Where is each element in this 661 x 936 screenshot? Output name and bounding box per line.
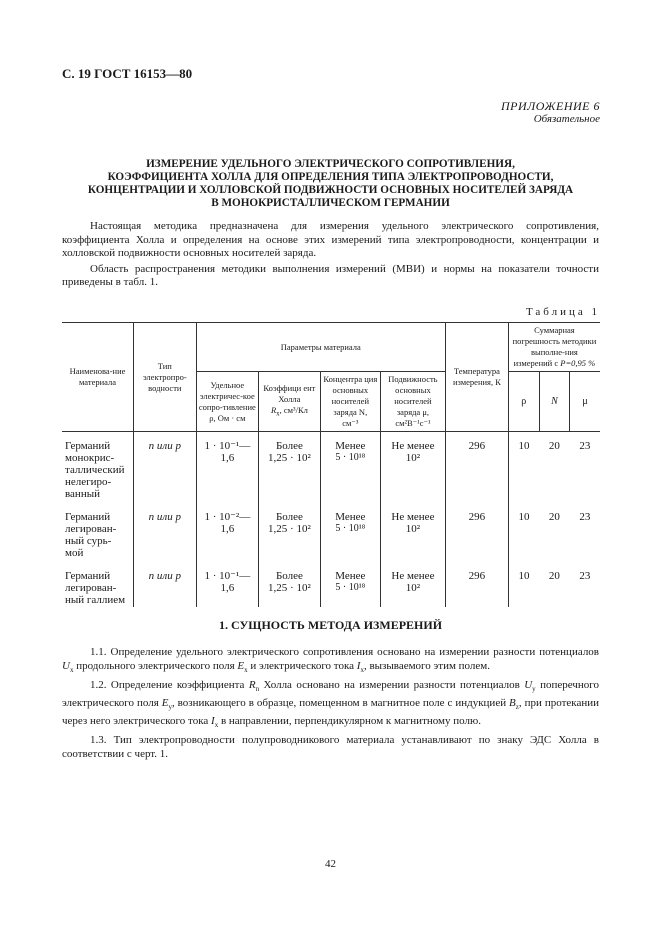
symbol-u: U: [524, 679, 533, 692]
cell-hall: [259, 501, 321, 560]
text-span: , возникающего в образце, помещенном в магнитное поле с индукцией: [171, 696, 510, 709]
table-row: [62, 560, 600, 607]
header-error-mu: μ: [570, 372, 600, 432]
cell-type: n или p: [134, 560, 197, 607]
symbol-i: I: [211, 714, 215, 727]
header-mobility: [380, 372, 445, 432]
name-line: Германий: [65, 570, 111, 582]
page-header: С. 19 ГОСТ 16153—80: [62, 66, 193, 81]
header-error-n: N: [539, 372, 570, 432]
symbol-sub: y: [168, 703, 172, 712]
header-mobility-text: Подвижность основных носителей заряда μ,: [388, 374, 438, 417]
name-line: нелегиро-: [65, 476, 112, 488]
hall-line: 1,25 · 10²: [268, 452, 311, 464]
conc-line: Менее: [335, 570, 366, 582]
hall-line: Более: [275, 440, 303, 452]
cell-error-mu: 23: [579, 511, 591, 523]
name-line: легирован-: [65, 523, 117, 535]
cell-error-rho: 10: [508, 432, 539, 502]
cell-resistivity: 1 · 10⁻²—1,6: [196, 501, 258, 560]
mob-line: 10²: [405, 452, 421, 464]
text-span: 1.1. Определение удельного электрического сопротивления основано на измерении разности потенциалов: [90, 646, 599, 658]
title-line-1: ИЗМЕРЕНИЕ УДЕЛЬНОГО ЭЛЕКТРИЧЕСКОГО СОПРОТИВЛЕНИЯ,: [146, 158, 515, 170]
table-caption: Таблица 1: [525, 306, 600, 318]
appendix-number: ПРИЛОЖЕНИЕ 6: [501, 99, 600, 113]
cell-type: n или p: [134, 432, 197, 502]
text-span: , при протекании через него электрического тока: [62, 696, 599, 727]
cell-concentration: [320, 432, 380, 502]
header-mobility-unit: см²В⁻¹с⁻¹: [395, 418, 431, 428]
cell-error-n: 20: [548, 440, 560, 452]
section-1-title: 1. СУЩНОСТЬ МЕТОДА ИЗМЕРЕНИЙ: [218, 618, 443, 632]
mob-line: 10²: [405, 523, 421, 535]
page-number: 42: [325, 858, 336, 870]
hall-unit-text: , см³/Кл: [279, 405, 308, 416]
hall-line: Более: [275, 570, 303, 582]
paragraph-1-2: [62, 679, 599, 732]
header-concentration-text: Концентра ция основных носителей заряда N,: [323, 374, 378, 417]
cell-error-rho: 10: [508, 560, 539, 607]
mob-line: 10²: [405, 582, 421, 594]
paragraph-1-3: 1.3. Тип электропроводности полупроводникового материала устанавливают по знаку ЭДС Холла в соответствии с черт. 1.: [62, 734, 599, 760]
symbol-sub: n: [255, 685, 260, 694]
name-line: мой: [65, 547, 84, 559]
hall-symbol: R: [270, 405, 277, 416]
table-row: [62, 432, 600, 502]
text-span: 1.2. Определение коэффициента: [90, 679, 249, 692]
intro-paragraph-1: Настоящая методика предназначена для измерения удельного электрического сопротивления, коэффициента Холла и определения на основе этих измерений типа электропроводности, концентрации и холловской подвижности основных носителей заряда.: [62, 220, 599, 259]
cell-concentration: [320, 501, 380, 560]
header-hall-text: Коэффици ент Холла: [263, 383, 316, 405]
symbol-sub: z: [515, 703, 519, 712]
symbol-i: I: [356, 659, 361, 672]
header-material-name: Наименова-ние материала: [62, 323, 134, 432]
header-resistivity-unit: ρ, Ом · см: [209, 412, 246, 423]
conc-line: 5 · 10¹⁸: [335, 452, 366, 463]
name-line: ванный: [65, 488, 100, 500]
symbol-b: B: [509, 696, 516, 709]
name-line: монокрис-: [65, 452, 115, 464]
conc-line: Менее: [335, 511, 366, 523]
cell-temperature: 296: [445, 501, 508, 560]
cell-error-mu: 23: [579, 570, 591, 582]
symbol-r: R: [248, 679, 256, 692]
name-line: легирован-: [65, 582, 117, 594]
header-temperature: Температура измерения, К: [445, 323, 508, 432]
symbol-e: E: [161, 696, 169, 709]
cell-error-n: 20: [548, 511, 560, 523]
text-span: поперечного электрического поля: [62, 679, 599, 709]
name-line: Германий: [65, 440, 111, 452]
text-span: в направлении, перпендикулярном к магнитному полю.: [218, 714, 481, 727]
intro-paragraph-2: Область распространения методики выполнения измерений (МВИ) и нормы на показатели точности приведены в табл. 1.: [62, 262, 599, 288]
cell-concentration: [320, 560, 380, 607]
symbol-e: E: [237, 659, 245, 672]
text-span: , вызываемого этим полем.: [363, 659, 490, 672]
cell-hall: [259, 432, 321, 502]
cell-hall: [259, 560, 321, 607]
cell-mobility: [380, 560, 445, 607]
header-conductivity-type: Тип электропро-водности: [134, 323, 197, 432]
appendix-status: Обязательное: [533, 113, 600, 125]
cell-material-name: [62, 501, 134, 560]
symbol-u: U: [62, 659, 70, 672]
mob-line: Не менее: [391, 570, 435, 582]
header-concentration: [320, 372, 380, 432]
header-hall-unit: [261, 405, 318, 420]
cell-type: n или p: [134, 501, 197, 560]
header-material-params: Параметры материала: [196, 323, 445, 372]
cell-error-mu: 23: [579, 440, 591, 452]
header-total-error: [508, 323, 600, 372]
header-total-error-p: P=0,95 %: [560, 358, 596, 368]
parameters-table: [62, 322, 600, 607]
hall-line: 1,25 · 10²: [268, 523, 311, 535]
name-line: ный галлием: [65, 594, 126, 606]
title-line-2: КОЭФФИЦИЕНТА ХОЛЛА ДЛЯ ОПРЕДЕЛЕНИЯ ТИПА ЭЛЕКТРОПРОВОДНОСТИ,: [107, 171, 554, 183]
hall-symbol-sub: х: [276, 409, 280, 418]
cell-resistivity: 1 · 10⁻¹—1,6: [196, 560, 258, 607]
symbol-sub: y: [532, 685, 536, 694]
intro-text: [62, 220, 599, 292]
table-row: [62, 501, 600, 560]
title-line-4: В МОНОКРИСТАЛЛИЧЕСКОМ ГЕРМАНИИ: [211, 197, 450, 209]
symbol-sub: x: [360, 665, 364, 674]
header-error-rho: ρ: [508, 372, 539, 432]
cell-error-rho: 10: [508, 501, 539, 560]
document-title: [62, 158, 599, 210]
text-span: Холла основано на измерении разности потенциалов: [259, 679, 525, 692]
mob-line: Не менее: [391, 440, 435, 452]
conc-line: 5 · 10¹⁸: [335, 582, 366, 593]
cell-temperature: 296: [445, 560, 508, 607]
paragraph-1-1: [62, 646, 599, 677]
mob-line: Не менее: [391, 511, 435, 523]
title-line-3: КОНЦЕНТРАЦИИ И ХОЛЛОВСКОЙ ПОДВИЖНОСТИ ОСНОВНЫХ НОСИТЕЛЕЙ ЗАРЯДА: [87, 184, 574, 196]
name-line: ный сурь-: [65, 535, 112, 547]
conc-line: 5 · 10¹⁸: [335, 523, 366, 534]
header-resistivity: [196, 372, 258, 432]
header-resistivity-text: Удельное электричес-кое сопро-тивление: [198, 379, 256, 412]
name-line: Германий: [65, 511, 111, 523]
cell-mobility: [380, 432, 445, 502]
header-concentration-unit: см⁻³: [342, 418, 359, 428]
symbol-sub: x: [244, 665, 248, 674]
cell-material-name: [62, 560, 134, 607]
cell-mobility: [380, 501, 445, 560]
text-span: продольного электрического поля: [73, 659, 238, 672]
cell-resistivity: 1 · 10⁻¹—1,6: [196, 432, 258, 502]
conc-line: Менее: [335, 440, 366, 452]
hall-line: Более: [275, 511, 303, 523]
name-line: таллический: [65, 464, 125, 476]
symbol-sub: x: [214, 720, 219, 729]
header-hall-coefficient: [259, 372, 321, 432]
text-span: и электрического тока: [247, 659, 357, 672]
cell-material-name: [62, 432, 134, 502]
cell-error-n: 20: [548, 570, 560, 582]
appendix-label: [501, 100, 600, 126]
hall-line: 1,25 · 10²: [268, 582, 311, 594]
cell-temperature: 296: [445, 432, 508, 502]
symbol-sub: x: [69, 665, 74, 674]
header-total-error-text: Суммарная погрешность методики выполне-ния измерений с: [512, 325, 597, 368]
section-1-body: [62, 646, 599, 763]
